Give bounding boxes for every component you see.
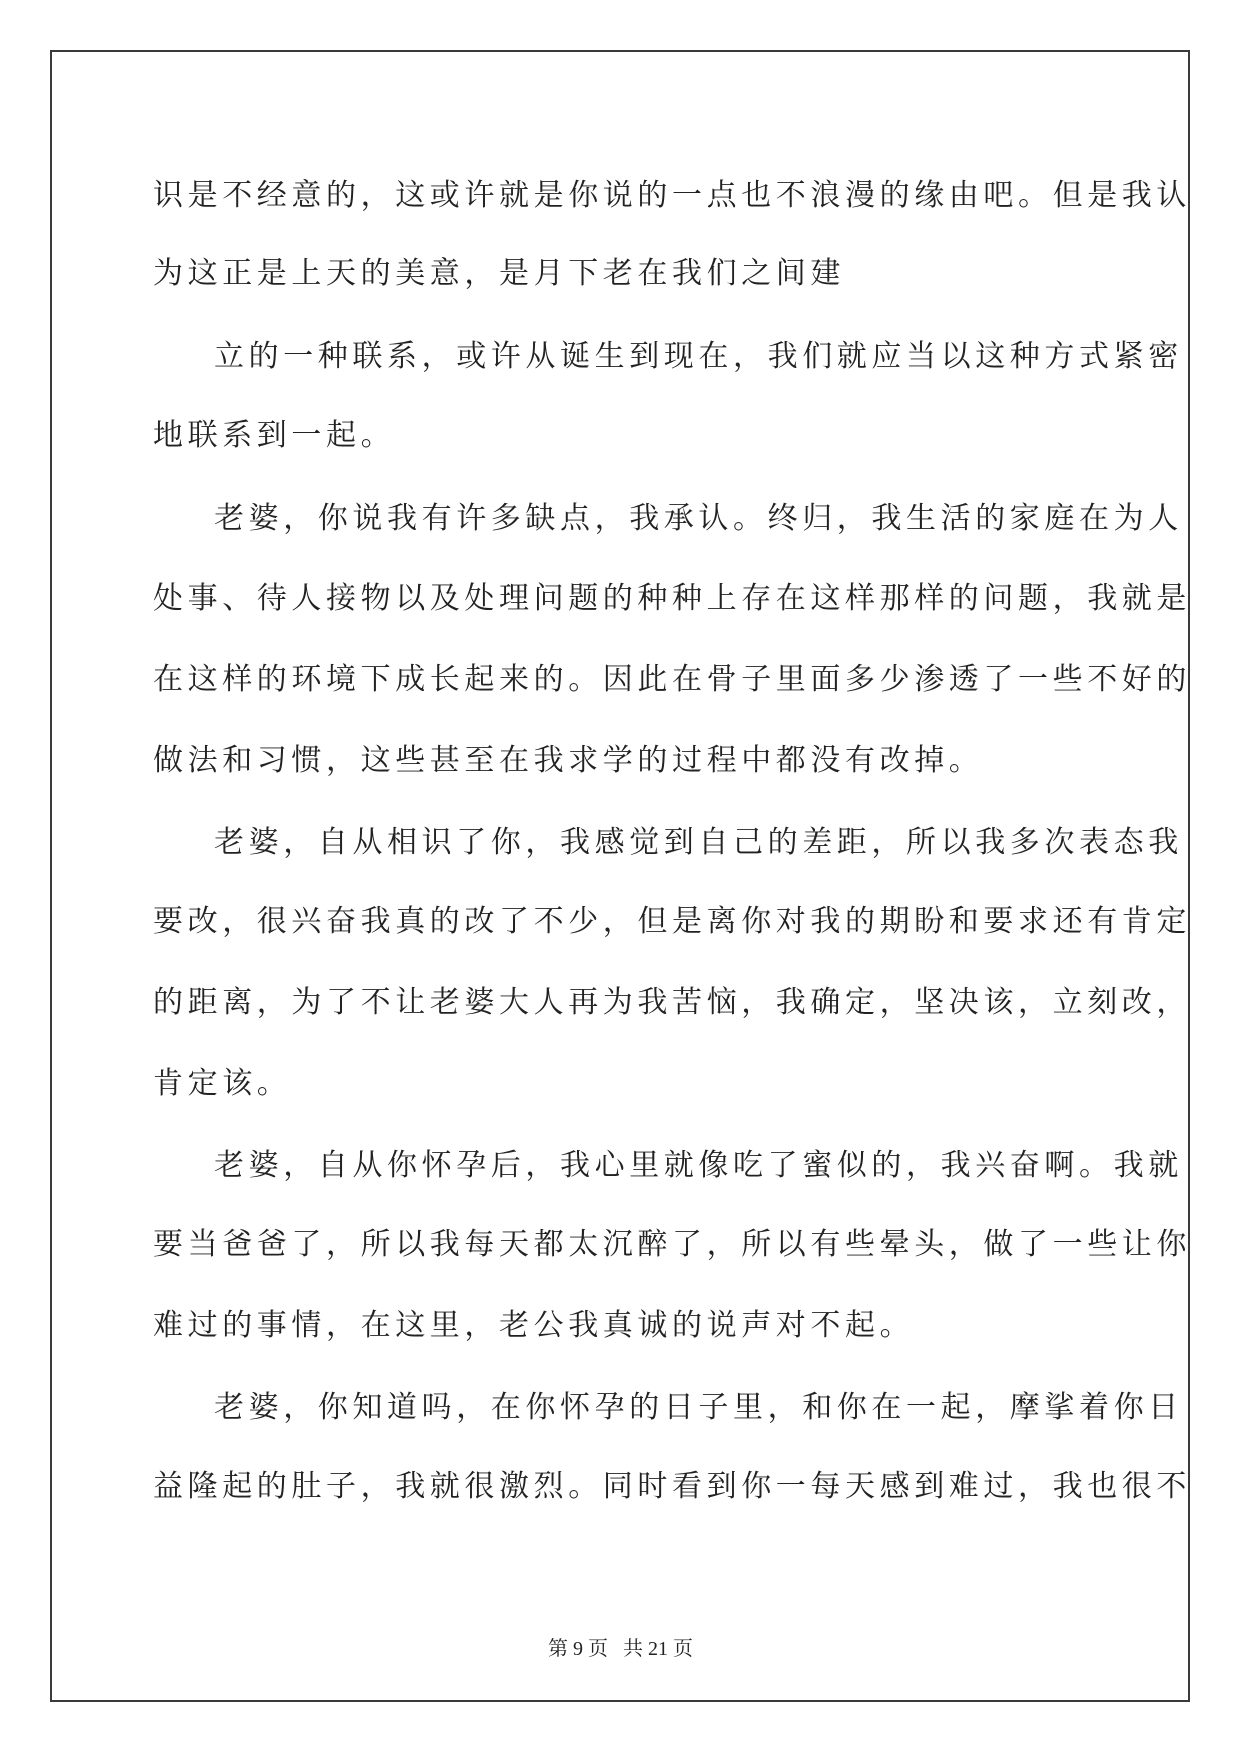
text-line: 老婆，自从你怀孕后，我心里就像吃了蜜似的，我兴奋啊。我就: [214, 1148, 1183, 1183]
text-line: 立的一种联系，或许从诞生到现在，我们就应当以这种方式紧密: [214, 339, 1183, 374]
page-border: [50, 50, 1190, 1702]
page-footer: [0, 1632, 1241, 1661]
text-line: 在这样的环境下成长起来的。因此在骨子里面多少渗透了一些不好的: [153, 662, 1191, 697]
text-line: 识是不经意的，这或许就是你说的一点也不浪漫的缘由吧。但是我认: [153, 178, 1191, 213]
text-line: 要当爸爸了，所以我每天都太沉醉了，所以有些晕头，做了一些让你: [153, 1227, 1191, 1262]
page-total: 共 21 页: [623, 1638, 693, 1660]
text-line: 肯定该。: [153, 1066, 292, 1101]
text-line: 处事、待人接物以及处理问题的种种上存在这样那样的问题，我就是: [153, 581, 1191, 616]
text-line: 老婆，你知道吗，在你怀孕的日子里，和你在一起，摩挲着你日: [214, 1390, 1183, 1425]
text-line: 要改，很兴奋我真的改了不少，但是离你对我的期盼和要求还有肯定: [153, 904, 1191, 939]
text-line: 的距离，为了不让老婆大人再为我苦恼，我确定，坚决该，立刻改，: [153, 985, 1191, 1020]
text-line: 老婆，你说我有许多缺点，我承认。终归，我生活的家庭在为人: [214, 501, 1183, 536]
text-line: 为这正是上天的美意，是月下老在我们之间建: [153, 256, 845, 291]
text-line: 难过的事情，在这里，老公我真诚的说声对不起。: [153, 1308, 915, 1343]
text-line: 地联系到一起。: [153, 418, 396, 453]
text-line: 益隆起的肚子，我就很激烈。同时看到你一每天感到难过，我也很不: [153, 1469, 1191, 1504]
text-line: 做法和习惯，这些甚至在我求学的过程中都没有改掉。: [153, 743, 984, 778]
text-line: 老婆，自从相识了你，我感觉到自己的差距，所以我多次表态我: [214, 825, 1183, 860]
page-number: 第 9 页: [548, 1638, 608, 1660]
